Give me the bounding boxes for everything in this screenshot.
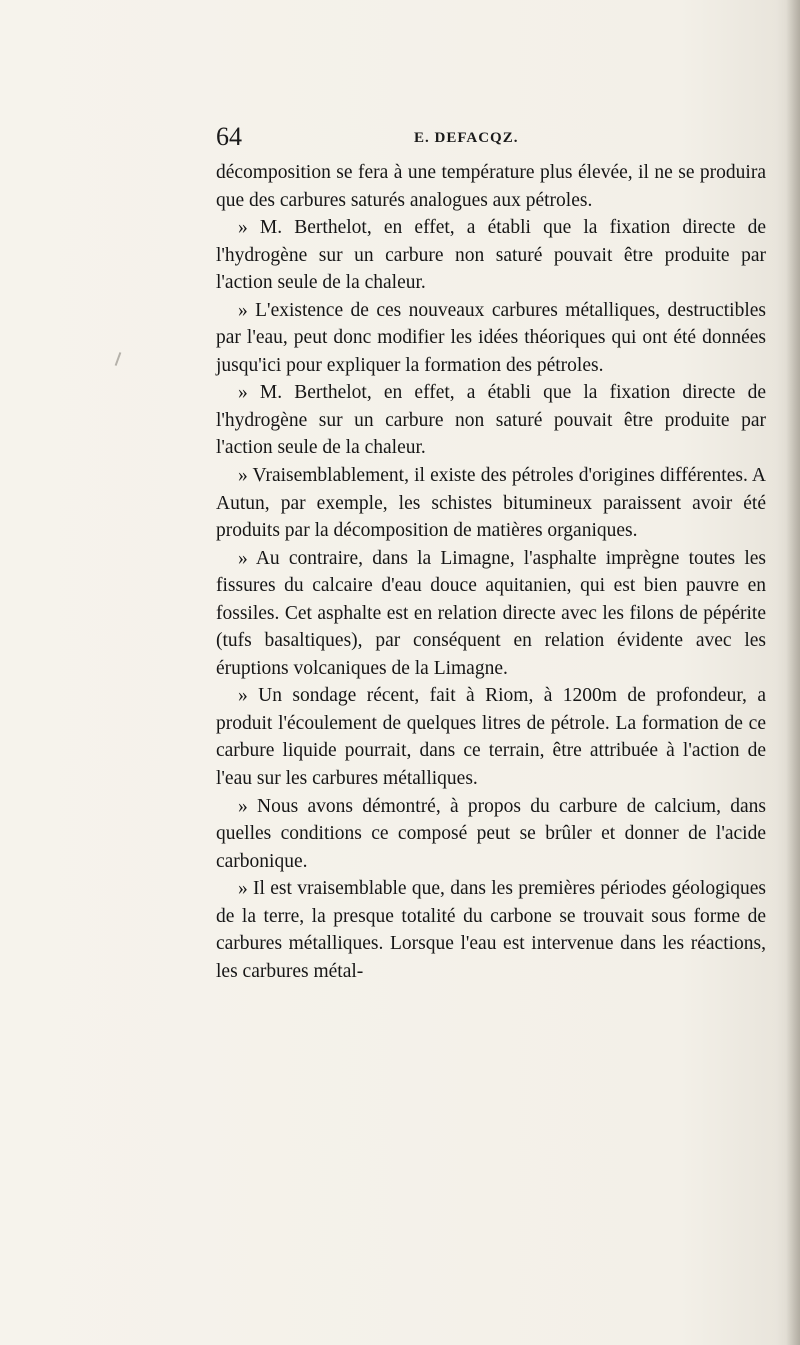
paragraph-1: décomposition se fera à une température plus élevée, il ne se produira que des carbures saturés analogues aux pétroles. [216, 162, 766, 211]
paragraph-6: » Au contraire, dans la Limagne, l'asphalte imprègne toutes les fissures du calcaire d'eau douce aquitanien, qui est bien pauvre en fossiles. Cet asphalte est en relation directe avec les filons de pépérite (tufs basaltiques), par conséquent en relation évidente avec les éruptions volcaniques de la Limagne. [216, 547, 766, 679]
page-edge-shadow [786, 0, 800, 1345]
margin-mark [115, 352, 122, 366]
paragraph-5: » Vraisemblablement, il existe des pétroles d'origines différentes. A Autun, par exemple, les schistes bitumineux paraissent avoir été produits par la décomposition de matières organiques. [216, 465, 766, 542]
paragraph-3: » L'existence de ces nouveaux carbures métalliques, destructibles par l'eau, peut donc modifier les idées théoriques qui ont été données jusqu'ici pour expliquer la formation des pétroles. [216, 299, 766, 376]
body-text [216, 159, 766, 985]
page-number: 64 [216, 122, 242, 151]
paragraph-2: » M. Berthelot, en effet, a établi que la fixation directe de l'hydrogène sur un carbure non saturé pouvait être produite par l'action seule de la chaleur. [216, 217, 766, 294]
paragraph-8: » Nous avons démontré, à propos du carbure de calcium, dans quelles conditions ce composé peut se brûler et donner de l'acide carbonique. [216, 795, 766, 872]
paragraph-9: » Il est vraisemblable que, dans les premières périodes géologiques de la terre, la presque totalité du carbone se trouvait sous forme de carbures métalliques. Lorsque l'eau est intervenue dans les réactions, les carbures métal- [216, 878, 766, 982]
running-head: E. DEFACQZ. [414, 130, 519, 146]
page-header [216, 118, 756, 158]
paragraph-4: » M. Berthelot, en effet, a établi que la fixation directe de l'hydrogène sur un carbure non saturé pouvait être produite par l'action seule de la chaleur. [216, 382, 766, 459]
paragraph-7: » Un sondage récent, fait à Riom, à 1200m de profondeur, a produit l'écoulement de quelques litres de pétrole. La formation de ce carbure liquide pourrait, dans ce terrain, être attribuée à l'action de l'eau sur les carbures métalliques. [216, 685, 766, 790]
